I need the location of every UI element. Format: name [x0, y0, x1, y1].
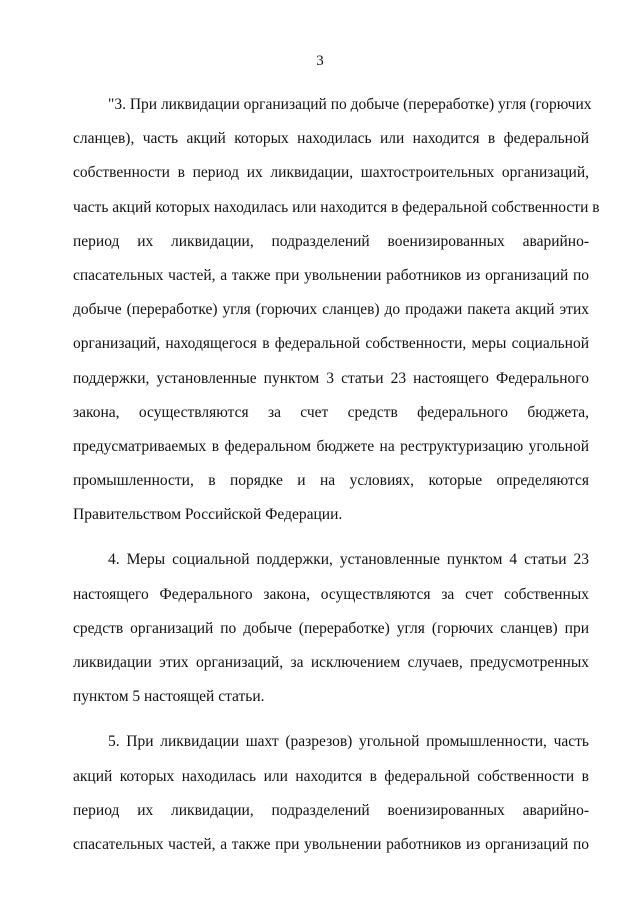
text-line: "3. При ликвидации организаций по добыче (переработке) угля (горючих	[108, 96, 592, 113]
text-line: пунктом 5 настоящей статьи.	[73, 688, 265, 706]
text-line: спасательных частей, а также при увольнении работников из организаций по	[73, 835, 589, 853]
text-line: сланцев), часть акций которых находилась или находится в федеральной	[73, 130, 589, 148]
page-number: 3	[316, 53, 324, 69]
text-line: Правительством Российской Федерации.	[73, 506, 343, 524]
text-line: ликвидации этих организаций, за исключением случаев, предусмотренных	[73, 654, 589, 671]
text-line: закона, осуществляются за счет средств федерального бюджета,	[73, 403, 589, 421]
text-line: период их ликвидации, подразделений военизированных аварийно-	[73, 801, 589, 819]
text-line: поддержки, установленные пунктом 3 статьи 23 настоящего Федерального	[73, 369, 589, 387]
text-line: период их ликвидации, подразделений военизированных аварийно-	[73, 232, 589, 250]
text-line: промышленности, в порядке и на условиях, которые определяются	[73, 472, 589, 490]
text-line: собственности в период их ликвидации, шахтостроительных организаций,	[73, 164, 589, 182]
text-line: средств организаций по добыче (переработке) угля (горючих сланцев) при	[73, 619, 589, 637]
paragraph-3	[73, 88, 600, 532]
text-line: настоящего Федерального закона, осуществляются за счет собственных	[73, 585, 589, 603]
text-line: спасательных частей, а также при увольнении работников из организаций по	[73, 266, 589, 284]
text-line: предусматриваемых в федеральном бюджете на реструктуризацию угольной	[73, 437, 589, 455]
text-line: 4. Меры социальной поддержки, установленные пунктом 4 статьи 23	[108, 551, 589, 569]
document-body	[73, 88, 600, 862]
text-line: акций которых находилась или находится в федеральной собственности в	[73, 767, 589, 785]
paragraph-5	[73, 725, 589, 862]
text-line: часть акций которых находилась или находится в федеральной собственности в	[73, 198, 600, 216]
text-line: организаций, находящегося в федеральной собственности, меры социальной	[73, 335, 589, 353]
paragraph-4	[73, 543, 589, 714]
text-line: 5. При ликвидации шахт (разрезов) угольной промышленности, часть	[108, 733, 589, 751]
text-line: добыче (переработке) угля (горючих сланцев) до продажи пакета акций этих	[73, 301, 589, 319]
